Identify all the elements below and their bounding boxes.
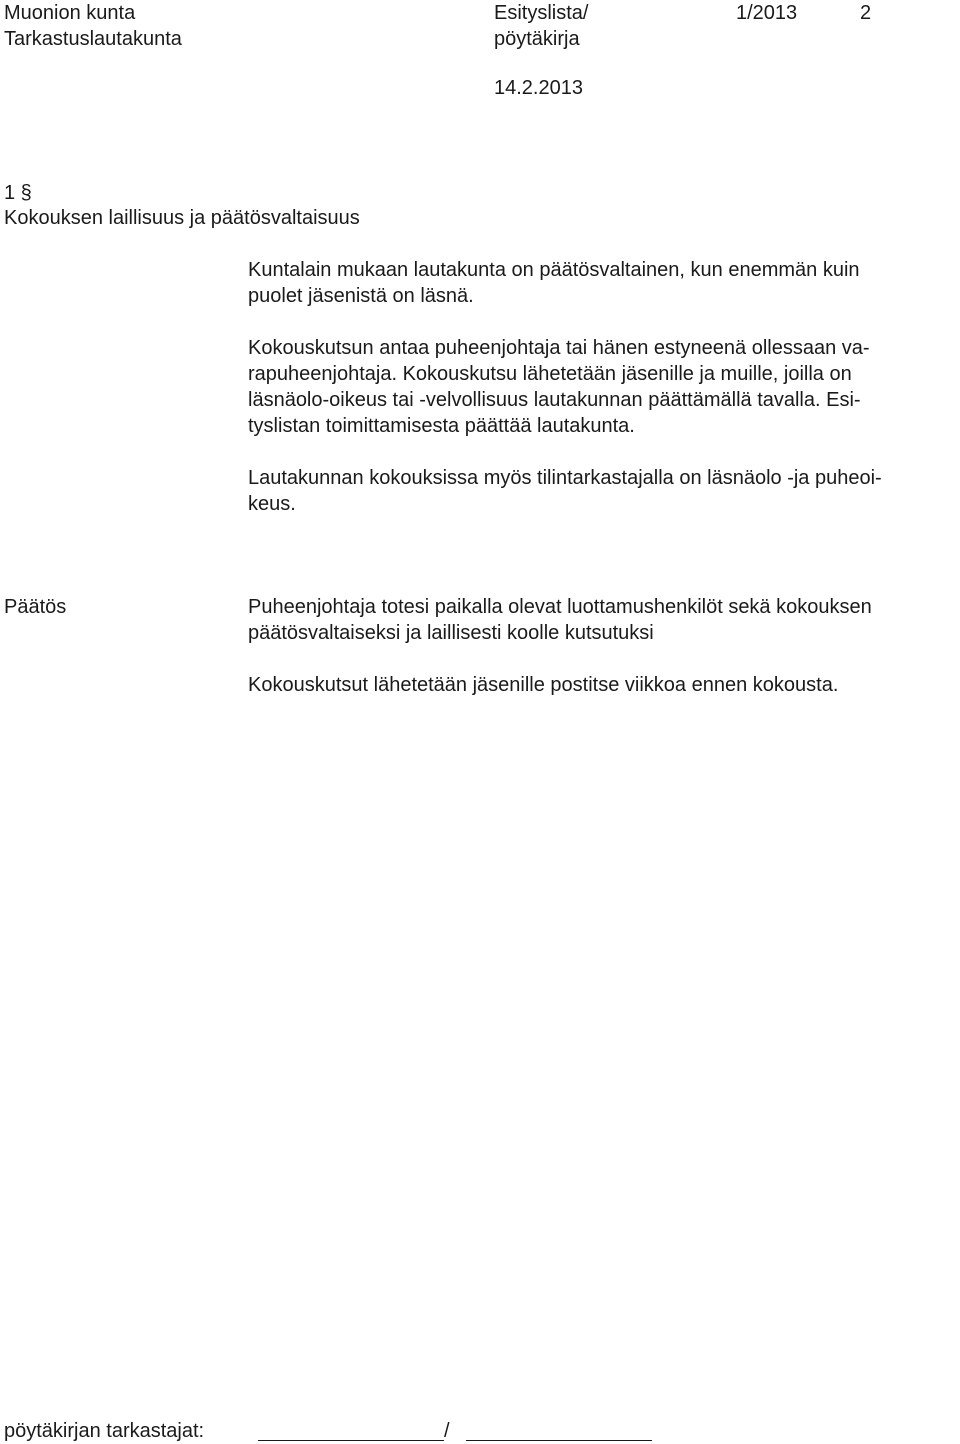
text-line: rapuheenjohtaja. Kokouskutsu lähetetään jäsenille ja muille, joilla on (248, 363, 852, 385)
signature-separator: / (444, 1420, 450, 1442)
page-number: 2 (860, 2, 872, 24)
committee-name: Tarkastuslautakunta (4, 28, 182, 50)
signature-line-2 (466, 1440, 652, 1441)
text-line: Kuntalain mukaan lautakunta on päätösvaltainen, kun enemmän kuin (248, 259, 860, 281)
document-type: Esityslista/ (494, 2, 589, 24)
text-line: keus. (248, 493, 296, 515)
text-line: Kokouskutsun antaa puheenjohtaja tai hänen estyneenä ollessaan va- (248, 337, 870, 359)
signature-line-1 (258, 1440, 444, 1441)
text-line: Lautakunnan kokouksissa myös tilintarkastajalla on läsnäolo -ja puheoi- (248, 467, 882, 489)
text-line: Kokouskutsut lähetetään jäsenille postitse viikkoa ennen kokousta. (248, 674, 839, 696)
text-line: Puheenjohtaja totesi paikalla olevat luottamushenkilöt sekä kokouksen (248, 596, 872, 618)
text-line: päätösvaltaiseksi ja laillisesti koolle kutsutuksi (248, 622, 654, 644)
meeting-date: 14.2.2013 (494, 77, 583, 99)
organization-name: Muonion kunta (4, 2, 136, 24)
decision-label: Päätös (4, 596, 67, 618)
meeting-number: 1/2013 (736, 2, 798, 24)
text-line: puolet jäsenistä on läsnä. (248, 285, 474, 307)
text-line: läsnäolo-oikeus tai -velvollisuus lautakunnan päättämällä tavalla. Esi- (248, 389, 861, 411)
checkers-label: pöytäkirjan tarkastajat: (4, 1420, 205, 1442)
section-number: 1 § (4, 182, 32, 204)
text-line: tyslistan toimittamisesta päättää lautakunta. (248, 415, 635, 437)
document-type-continued: pöytäkirja (494, 28, 580, 50)
section-title: Kokouksen laillisuus ja päätösvaltaisuus (4, 207, 360, 229)
